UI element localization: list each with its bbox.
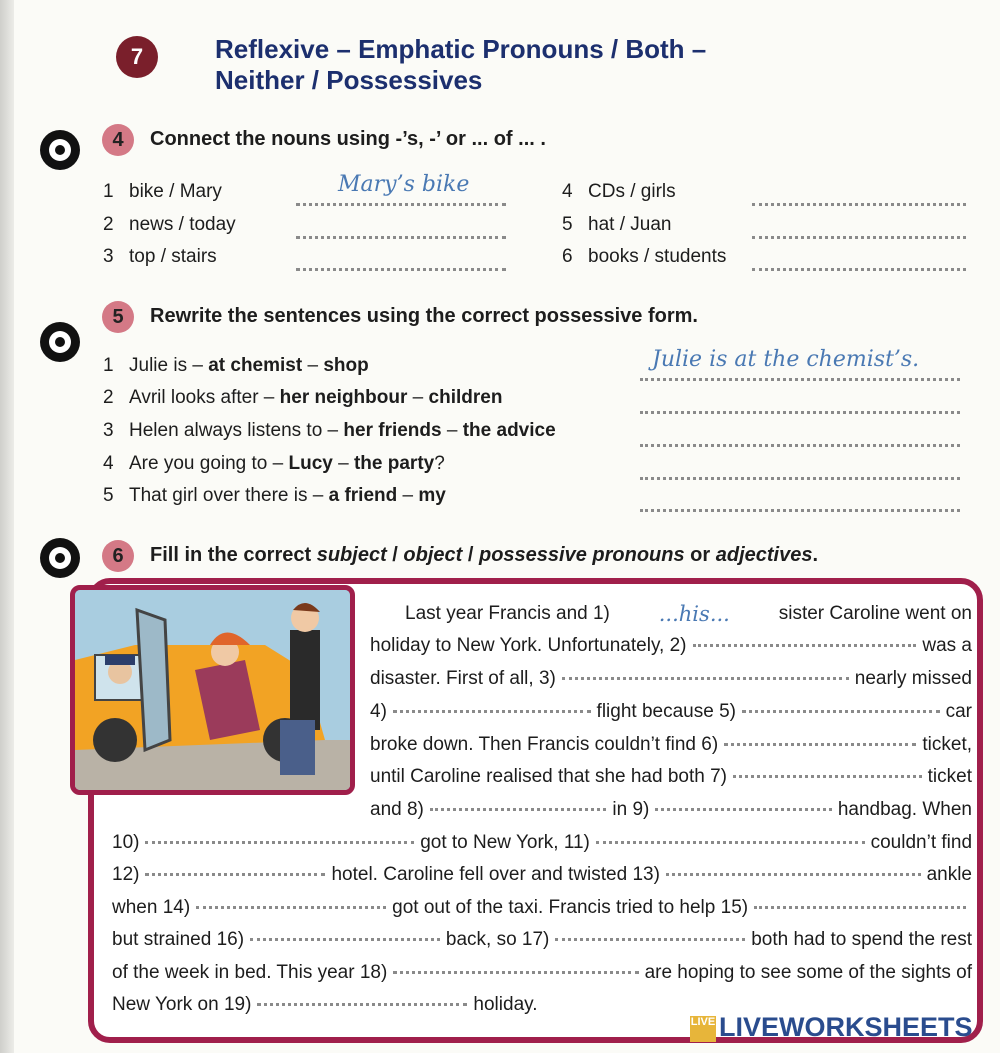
ex4-item-3: 3 top / stairs — [103, 246, 217, 267]
ex4-answer-5-field[interactable] — [752, 214, 966, 239]
liveworksheets-logo[interactable] — [690, 1012, 973, 1043]
ex6-gap-19[interactable] — [257, 989, 467, 1006]
ex5-item-4: 4 Are you going to – Lucy – the party? — [103, 453, 445, 474]
ex5-answer-5-field[interactable] — [640, 487, 960, 512]
ex4-item-2: 2 news / today — [103, 214, 236, 235]
story-line-2: holiday to New York. Unfortunately, 2) was a — [370, 630, 972, 662]
story-line-12: of the week in bed. This year 18) are hoping to see some of the sights of — [112, 957, 972, 989]
ex6-gap-10[interactable] — [145, 827, 414, 844]
ex4-item-5: 5 hat / Juan — [562, 214, 672, 235]
ex6-gap-3[interactable] — [562, 663, 849, 680]
ex6-example-answer: ...his... — [658, 602, 730, 626]
ex4-answer-2-field[interactable] — [296, 214, 506, 239]
ex6-gap-12[interactable] — [145, 859, 325, 876]
exercise-6-instruction: Fill in the correct subject / object / possessive pronouns or adjectives. — [150, 544, 819, 566]
exercise-4-instruction: Connect the nouns using -’s, -’ or ... of ... . — [150, 128, 546, 150]
ex4-answer-6-field[interactable] — [752, 246, 966, 271]
story-line-1: Last year Francis and 1) ...his... sister Caroline went on — [405, 598, 972, 630]
ex4-example-answer: Mary’s bike — [338, 172, 470, 197]
ex5-answer-3-field[interactable] — [640, 422, 960, 447]
ex4-answer-4-field[interactable] — [752, 181, 966, 206]
ex6-gap-18[interactable] — [393, 957, 638, 974]
ex6-gap-17[interactable] — [555, 924, 745, 941]
ex5-example-answer: Julie is at the chemist’s. — [652, 347, 920, 372]
audio-cd-icon[interactable] — [40, 130, 80, 170]
ex6-gap-11[interactable] — [596, 827, 865, 844]
ex5-item-5: 5 That girl over there is – a friend – my — [103, 485, 446, 506]
story-line-5: broke down. Then Francis couldn’t find 6) ticket, — [370, 729, 972, 761]
ex6-gap-2[interactable] — [693, 630, 917, 647]
story-line-11: but strained 16) back, so 17) both had to spend the rest — [112, 924, 972, 956]
ex4-item-6: 6 books / students — [562, 246, 727, 267]
ex6-gap-4[interactable] — [393, 696, 591, 713]
logo-text: LIVEWORKSHEETS — [719, 1012, 973, 1042]
unit-title — [215, 34, 855, 96]
exercise-6-number: 6 — [102, 540, 134, 572]
ex5-item-1: 1 Julie is – at chemist – shop — [103, 355, 369, 376]
exercise-5-number: 5 — [102, 301, 134, 333]
story-line-6: until Caroline realised that she had both 7) ticket — [370, 761, 972, 793]
logo-box: LIVE — [690, 1016, 716, 1042]
taxi-illustration — [70, 585, 355, 795]
ex6-gap-7[interactable] — [733, 761, 922, 778]
ex4-item-1: 1 bike / Mary — [103, 181, 222, 202]
unit-title-line-1: Reflexive – Emphatic Pronouns / Both – — [215, 34, 707, 64]
ex6-gap-16[interactable] — [250, 924, 440, 941]
exercise-5-instruction: Rewrite the sentences using the correct possessive form. — [150, 305, 698, 327]
unit-number-badge: 7 — [116, 36, 158, 78]
ex6-gap-14[interactable] — [196, 892, 386, 909]
ex6-gap-5[interactable] — [742, 696, 940, 713]
story-line-10: when 14) got out of the taxi. Francis tried to help 15) — [112, 892, 972, 924]
story-line-3: disaster. First of all, 3) nearly missed — [370, 663, 972, 695]
unit-title-line-2: Neither / Possessives — [215, 65, 483, 95]
ex5-answer-2-field[interactable] — [640, 389, 960, 414]
story-line-13: New York on 19) holiday. — [112, 989, 538, 1021]
ex5-answer-4-field[interactable] — [640, 455, 960, 480]
ex5-item-3: 3 Helen always listens to – her friends – the advice — [103, 420, 556, 441]
audio-cd-icon[interactable] — [40, 322, 80, 362]
ex6-gap-6[interactable] — [724, 729, 916, 746]
ex4-answer-3-field[interactable] — [296, 246, 506, 271]
exercise-4-number: 4 — [102, 124, 134, 156]
book-spine-shadow — [0, 0, 14, 1053]
story-line-9: 12) hotel. Caroline fell over and twisted 13) ankle — [112, 859, 972, 891]
audio-cd-icon[interactable] — [40, 538, 80, 578]
ex6-gap-13[interactable] — [666, 859, 921, 876]
ex6-gap-9[interactable] — [655, 794, 832, 811]
ex5-item-2: 2 Avril looks after – her neighbour – children — [103, 387, 503, 408]
story-line-7: and 8) in 9) handbag. When — [370, 794, 972, 826]
story-line-8: 10) got to New York, 11) couldn’t find — [112, 827, 972, 859]
ex4-item-4: 4 CDs / girls — [562, 181, 676, 202]
ex6-gap-8[interactable] — [430, 794, 607, 811]
story-line-4: 4) flight because 5) car — [370, 696, 972, 728]
ex6-gap-15[interactable] — [754, 892, 966, 909]
